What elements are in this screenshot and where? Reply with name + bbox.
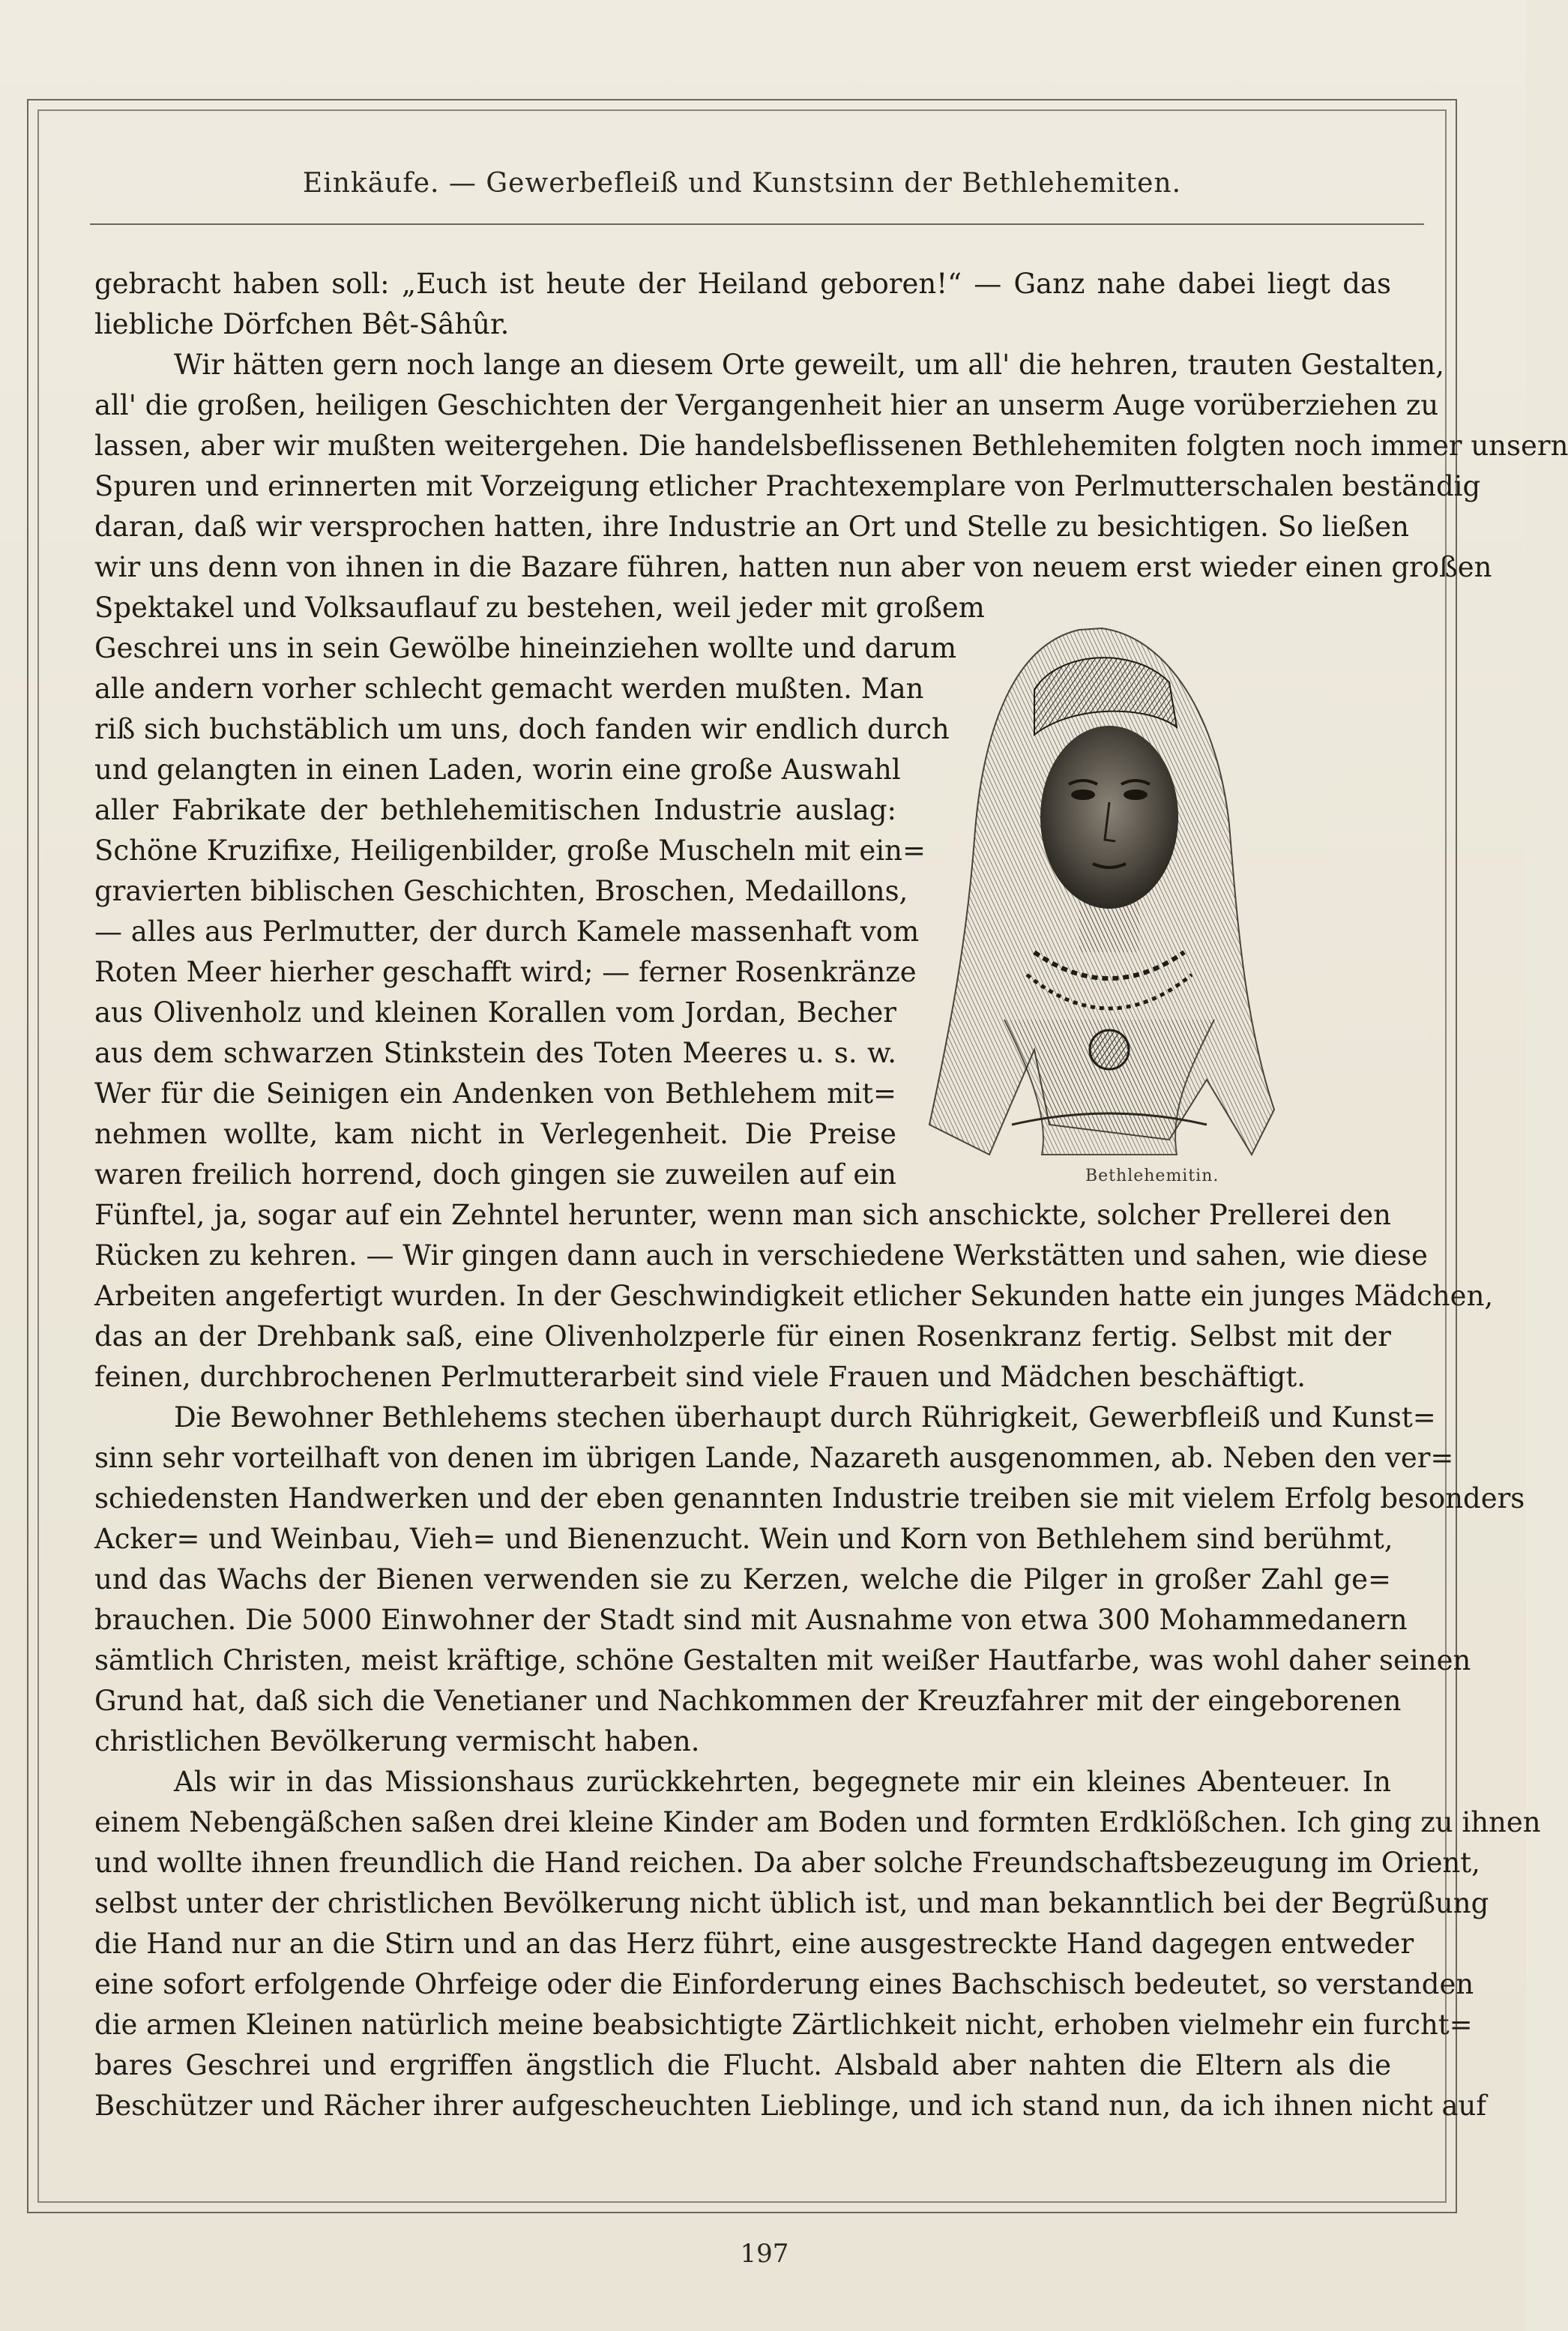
text-line: Spektakel und Volksauflauf zu bestehen, weil jeder mit großem: [94, 592, 985, 624]
text-line: Wer für die Seinigen ein Andenken von Bethlehem mit=: [94, 1077, 896, 1110]
text-line: Arbeiten angefertigt wurden. In der Geschwindigkeit etlicher Sekunden hatte ein junges Mädchen,: [94, 1280, 1494, 1312]
text-line: liebliche Dörfchen Bêt-Sâhûr.: [94, 308, 510, 340]
top-block: [94, 264, 1568, 588]
text-line: Schöne Kruzifixe, Heiligenbilder, große Muscheln mit ein=: [94, 834, 926, 867]
text-line: alle andern vorher schlecht gemacht werden mußten. Man: [94, 673, 924, 705]
text-line: Beschützer und Rächer ihrer aufgescheuchten Lieblinge, und ich stand nun, da ich ihnen nicht auf: [94, 2090, 1487, 2122]
header-rule: [90, 223, 1424, 225]
text-line: aller Fabrikate der bethlehemitischen Industrie auslag:: [94, 794, 896, 826]
text-line: aus Olivenholz und kleinen Korallen vom Jordan, Becher: [94, 996, 896, 1029]
text-line: eine sofort erfolgende Ohrfeige oder die Einforderung eines Bachschisch bedeutet, so verstanden: [94, 1968, 1474, 2000]
text-line: Spuren und erinnerten mit Vorzeigung etlicher Prachtexemplare von Perlmutterschalen beständig: [94, 470, 1481, 502]
text-line: nehmen wollte, kam nicht in Verlegenheit. Die Preise: [94, 1118, 896, 1150]
text-line: — alles aus Perlmutter, der durch Kamele massenhaft vom: [94, 915, 920, 948]
woman-portrait-engraving: [922, 600, 1274, 1177]
text-line: Acker= und Weinbau, Vieh= und Bienenzucht. Wein und Korn von Bethlehem sind berühmt,: [94, 1523, 1393, 1555]
text-line: waren freilich horrend, doch gingen sie zuweilen auf ein: [94, 1158, 896, 1191]
text-line: Grund hat, daß sich die Venetianer und Nachkommen der Kreuzfahrer mit der eingeborenen: [94, 1685, 1402, 1717]
text-line: lassen, aber wir mußten weitergehen. Die handelsbeflissenen Bethlehemiten folgten noch immer unsern: [94, 430, 1568, 462]
text-line: Fünftel, ja, sogar auf ein Zehntel herunter, wenn man sich anschickte, solcher Prellerei den: [94, 1199, 1391, 1231]
figure-caption: Bethlehemitin.: [1085, 1167, 1219, 1185]
text-line: wir uns denn von ihnen in die Bazare führen, hatten nun aber von neuem erst wieder einen großen: [94, 551, 1492, 583]
running-header: Einkäufe. — Gewerbefleiß und Kunstsinn der Bethlehemiten.: [302, 168, 1182, 199]
text-line: sinn sehr vorteilhaft von denen im übrigen Lande, Nazareth ausgenommen, ab. Neben den ver=: [94, 1442, 1454, 1474]
text-line: Die Bewohner Bethlehems stechen überhaupt durch Rührigkeit, Gewerbfleiß und Kunst=: [174, 1401, 1436, 1434]
text-line: daran, daß wir versprochen hatten, ihre Industrie an Ort und Stelle zu besichtigen. So ließen: [94, 511, 1409, 543]
page-number: 197: [740, 2239, 789, 2269]
text-line: gebracht haben soll: „Euch ist heute der Heiland geboren!“ — Ganz nahe dabei liegt das: [94, 268, 1391, 300]
text-line: Als wir in das Missionshaus zurückkehrten, begegnete mir ein kleines Abenteuer. In: [174, 1766, 1391, 1798]
text-line: und gelangten in einen Laden, worin eine große Auswahl: [94, 754, 901, 786]
text-line: das an der Drehbank saß, eine Olivenholzperle für einen Rosenkranz fertig. Selbst mit der: [94, 1320, 1391, 1353]
text-line: bares Geschrei und ergriffen ängstlich die Flucht. Alsbald aber nahten die Eltern als die: [94, 2049, 1391, 2081]
text-line: feinen, durchbrochenen Perlmutterarbeit sind viele Frauen und Mädchen beschäftigt.: [94, 1361, 1306, 1393]
text-line: all' die großen, heiligen Geschichten der Vergangenheit hier an unserm Auge vorüberziehen zu: [94, 389, 1439, 421]
text-line: die armen Kleinen natürlich meine beabsichtigte Zärtlichkeit nicht, erhoben vielmehr ein furcht=: [94, 2009, 1473, 2041]
portrait-illustration: [922, 600, 1274, 1177]
text-line: einem Nebengäßchen saßen drei kleine Kinder am Boden und formten Erdklößchen. Ich ging zu ihnen: [94, 1806, 1541, 1838]
text-line: aus dem schwarzen Stinkstein des Toten Meeres u. s. w.: [94, 1037, 896, 1069]
text-line: christlichen Bevölkerung vermischt haben.: [94, 1725, 700, 1757]
bottom-block: [94, 1195, 1541, 2126]
text-line: und wollte ihnen freundlich die Hand reichen. Da aber solche Freundschaftsbezeugung im Orient,: [94, 1847, 1480, 1879]
text-line: Geschrei uns in sein Gewölbe hineinziehen wollte und darum: [94, 632, 957, 664]
text-line: Roten Meer hierher geschafft wird; — ferner Rosenkränze: [94, 956, 917, 988]
body-text: [94, 264, 1568, 2126]
text-line: Wir hätten gern noch lange an diesem Orte geweilt, um all' die hehren, trauten Gestalten,: [174, 349, 1445, 381]
text-line: brauchen. Die 5000 Einwohner der Stadt sind mit Ausnahme von etwa 300 Mohammedanern: [94, 1604, 1408, 1636]
text-line: riß sich buchstäblich um uns, doch fanden wir endlich durch: [94, 713, 950, 745]
text-line: sämtlich Christen, meist kräftige, schöne Gestalten mit weißer Hautfarbe, was wohl daher seinen: [94, 1644, 1471, 1676]
text-line: und das Wachs der Bienen verwenden sie zu Kerzen, welche die Pilger in großer Zahl ge=: [94, 1563, 1391, 1595]
text-line: gravierten biblischen Geschichten, Broschen, Medaillons,: [94, 875, 908, 907]
text-line: Rücken zu kehren. — Wir gingen dann auch in verschiedene Werkstätten und sahen, wie diese: [94, 1239, 1428, 1272]
text-line: schiedensten Handwerken und der eben genannten Industrie treiben sie mit vielem Erfolg besonders: [94, 1482, 1525, 1515]
text-line: die Hand nur an die Stirn und an das Herz führt, eine ausgestreckte Hand dagegen entweder: [94, 1928, 1414, 1960]
text-line: selbst unter der christlichen Bevölkerung nicht üblich ist, und man bekanntlich bei der Begrüßung: [94, 1887, 1489, 1919]
